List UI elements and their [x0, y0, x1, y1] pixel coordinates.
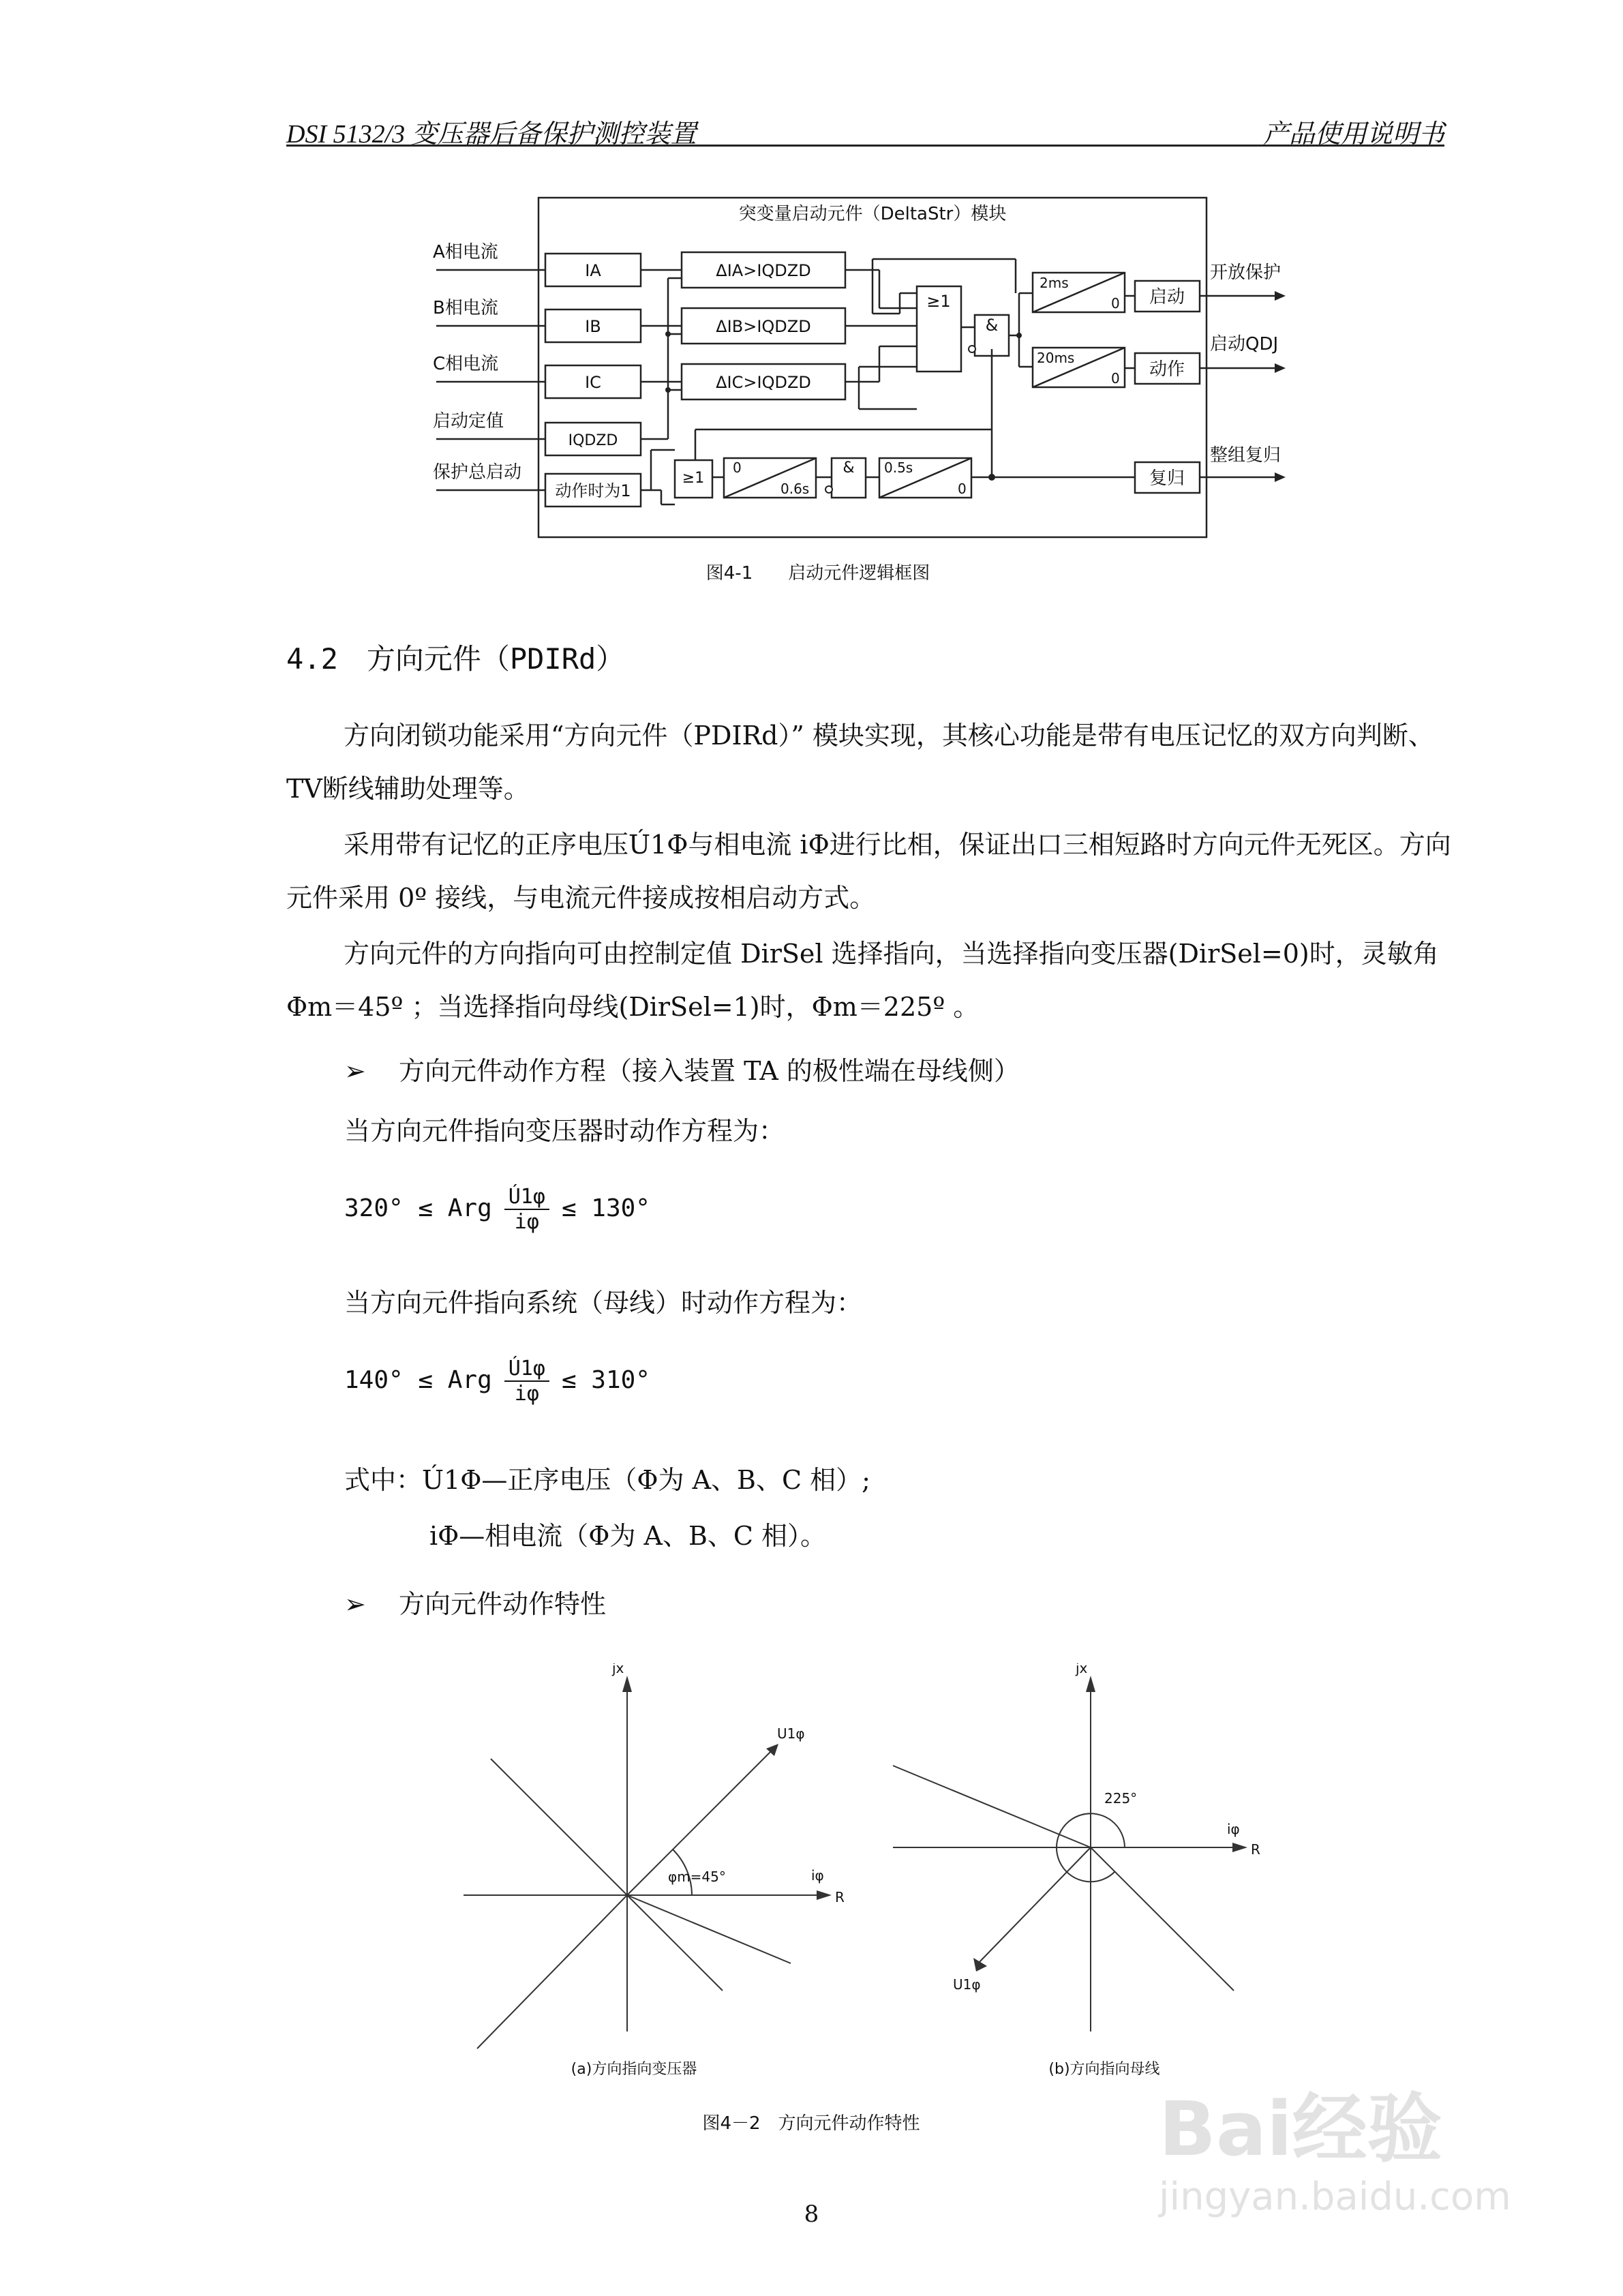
out-box-start: 启动 — [1149, 287, 1185, 307]
output-group-reset: 整组复归 — [1210, 445, 1281, 466]
out-box-reset: 复归 — [1149, 468, 1185, 489]
equation-1-right: ≤ 130° — [561, 1194, 650, 1222]
and-gate-2-label: & — [843, 459, 855, 477]
box-ib: IB — [585, 317, 601, 336]
equation-2-right: ≤ 310° — [561, 1366, 650, 1394]
input-label-start: 保护总启动 — [433, 462, 522, 483]
page-number: 8 — [804, 2201, 819, 2228]
axis-jx-label: jx — [612, 1663, 624, 1676]
bullet-arrow-icon: ➢ — [344, 1056, 366, 1086]
box-ia: IA — [585, 261, 601, 280]
bullet-operation-characteristic — [344, 1583, 606, 1620]
or-gate-2-label: ≥1 — [682, 470, 705, 487]
equation-1-left: 320° ≤ Arg — [344, 1194, 492, 1222]
section-heading: 4.2 方向元件（PDIRd） — [286, 642, 625, 676]
timer-05-reset: 0 — [958, 481, 967, 497]
out-box-action: 动作 — [1149, 359, 1185, 380]
vector-i-label: iφ — [811, 1867, 824, 1884]
timer-20ms-delay: 20ms — [1037, 350, 1075, 366]
figure-4-2-caption: 图4－2 方向元件动作特性 — [702, 2113, 920, 2134]
angle-label: 225° — [1104, 1790, 1138, 1807]
compare-c: ΔIC>IQDZD — [716, 373, 811, 392]
compare-a: ΔIA>IQDZD — [716, 261, 811, 280]
figure-4-1-logic-diagram — [409, 191, 1363, 573]
definition-voltage: 式中：Ú1Φ—正序电压（Φ为 A、B、C 相）; — [344, 1465, 870, 1495]
paragraph-2: 采用带有记忆的正序电压Ú1Φ与相电流 iΦ进行比相，保证出口三相短路时方向元件无死区。方向元件采用 0º 接线，与电流元件接成按相启动方式。 — [286, 830, 1451, 913]
equation-2-fraction — [504, 1357, 549, 1406]
timer-06-reset: 0.6s — [780, 481, 810, 497]
equation-2 — [344, 1357, 650, 1406]
bullet-arrow-icon: ➢ — [344, 1589, 366, 1619]
input-label-a: A相电流 — [433, 242, 498, 262]
baidu-watermark-url: jingyan.baidu.com — [1159, 2175, 1511, 2219]
axis-jx-label: jx — [1076, 1663, 1088, 1676]
timer-06-delay: 0 — [733, 459, 742, 476]
output-start-qdj: 启动QDJ — [1210, 334, 1279, 354]
equation-1 — [344, 1185, 650, 1234]
header-rule — [286, 145, 1444, 147]
equation-1-numerator: Ú1φ — [504, 1185, 549, 1210]
module-title: 突变量启动元件（DeltaStr）模块 — [738, 204, 1007, 224]
header-doc-type: 产品使用说明书 — [1262, 120, 1444, 149]
baidu-watermark-logo: Bai经验 — [1159, 2085, 1442, 2173]
compare-b: ΔIB>IQDZD — [716, 317, 811, 336]
definition-current: iΦ—相电流（Φ为 A、B、C 相）。 — [429, 1521, 827, 1551]
equation-1-fraction — [504, 1185, 549, 1234]
equation-2-intro: 当方向元件指向系统（母线）时动作方程为： — [344, 1288, 863, 1318]
figure-4-1-caption: 图4-1 启动元件逻辑框图 — [706, 563, 930, 584]
figure-4-2a-caption: (a)方向指向变压器 — [571, 2061, 697, 2078]
or-gate-1-label: ≥1 — [926, 292, 951, 311]
input-label-setting: 启动定值 — [433, 411, 504, 432]
equation-1-intro: 当方向元件指向变压器时动作方程为： — [344, 1116, 785, 1146]
bullet-operation-equation — [344, 1050, 1020, 1087]
timer-05-delay: 0.5s — [884, 459, 913, 476]
bullet-text: 方向元件动作方程（接入装置 TA 的极性端在母线侧） — [399, 1056, 1020, 1086]
and-gate-1-label: & — [985, 316, 999, 335]
axis-r-label: R — [1251, 1841, 1260, 1858]
header-title: DSI 5132/3 变压器后备保护测控装置 — [286, 120, 697, 149]
paragraph-1: 方向闭锁功能采用“方向元件（PDIRd）” 模块实现，其核心功能是带有电压记忆的双方向判断、TV断线辅助处理等。 — [286, 721, 1434, 804]
timer-2ms-reset: 0 — [1111, 295, 1120, 312]
box-iqdzd: IQDZD — [568, 432, 618, 449]
figure-4-2b-diagram — [879, 1663, 1316, 2052]
output-open-protection: 开放保护 — [1210, 262, 1281, 283]
timer-20ms-reset: 0 — [1111, 370, 1120, 387]
equation-2-numerator: Ú1φ — [504, 1357, 549, 1382]
timer-2ms-delay: 2ms — [1040, 275, 1069, 291]
equation-2-denominator: iφ — [514, 1382, 539, 1406]
input-label-c: C相电流 — [433, 354, 499, 374]
vector-u-label: U1φ — [953, 1976, 981, 1993]
paragraph-3: 方向元件的方向指向可由控制定值 DirSel 选择指向，当选择指向变压器(DirSel=0)时，灵敏角Φm＝45º ；当选择指向母线(DirSel=1)时，Φm＝225º 。 — [286, 939, 1439, 1022]
box-ic: IC — [585, 373, 601, 392]
vector-i-label: iφ — [1227, 1821, 1240, 1837]
equation-2-left: 140° ≤ Arg — [344, 1366, 492, 1394]
bullet-text: 方向元件动作特性 — [399, 1589, 607, 1619]
box-action-time: 动作时为1 — [555, 481, 631, 500]
vector-u-label: U1φ — [777, 1725, 805, 1742]
figure-4-2b-caption: (b)方向指向母线 — [1048, 2061, 1160, 2078]
equation-1-denominator: iφ — [514, 1210, 539, 1234]
axis-r-label: R — [835, 1889, 845, 1905]
angle-label: φm=45° — [668, 1869, 726, 1885]
figure-4-2a-diagram — [450, 1663, 859, 2052]
input-label-b: B相电流 — [433, 298, 498, 318]
